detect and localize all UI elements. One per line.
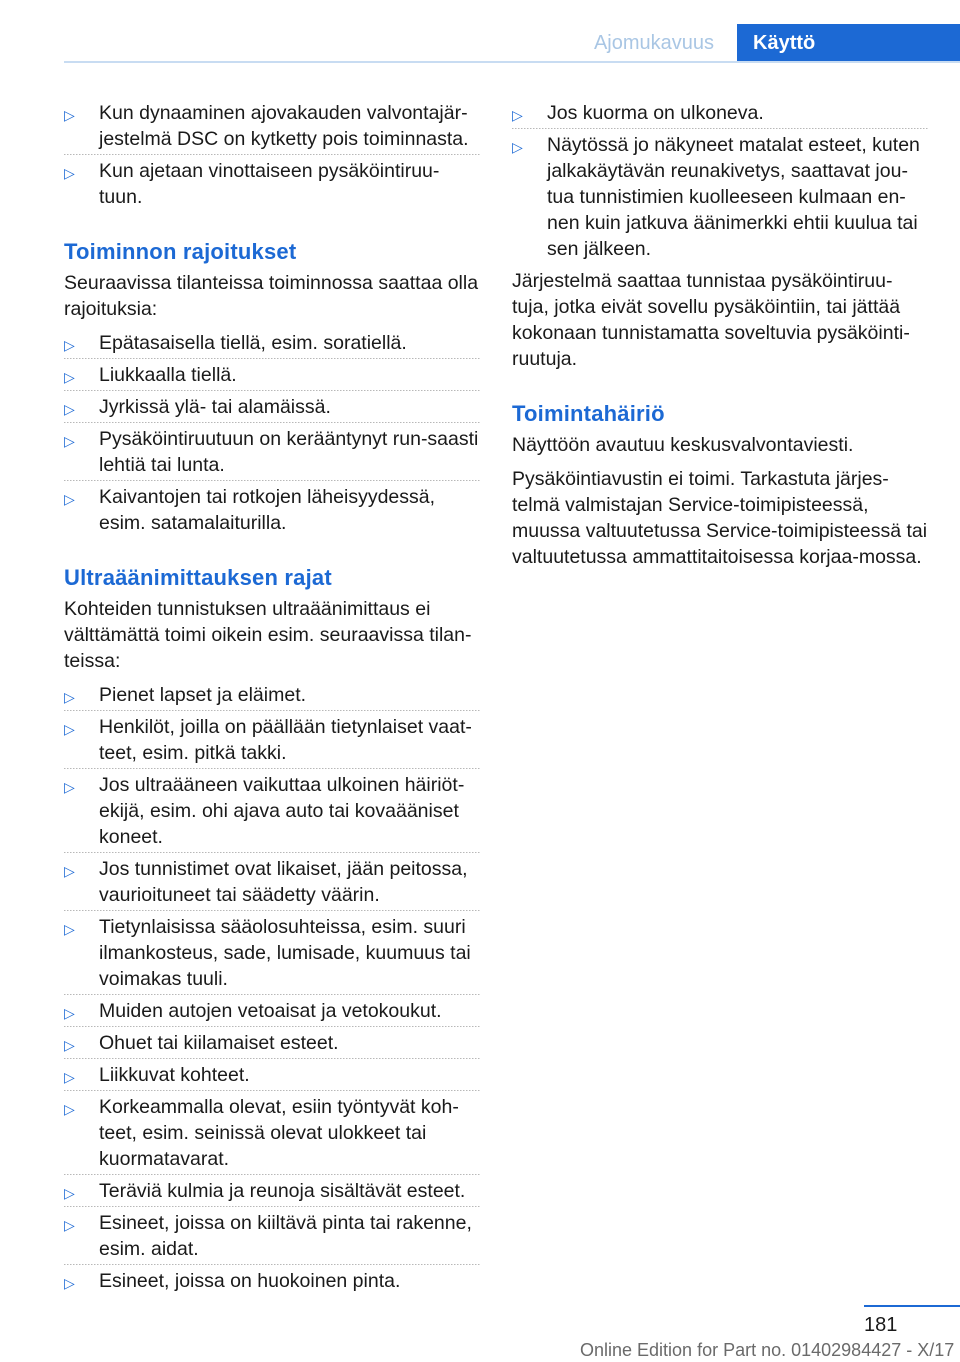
list-item: ▷ Jos ultraääneen vaikuttaa ulkoinen häiriöt-ekijä, esim. ohi ajava auto tai kovaääniset koneet. — [64, 772, 480, 850]
triangle-right-outline-icon: ▷ — [64, 491, 75, 507]
list-item: ▷ Pysäköintiruutuun on kerääntynyt run-saasti lehtiä tai lunta. — [64, 428, 479, 476]
triangle-right-outline-icon: ▷ — [64, 369, 75, 385]
list-item: ▷ Kun dynaaminen ajovakauden valvontajär-jestelmä DSC on kytketty pois toiminnasta. — [64, 102, 469, 150]
limits-intro: Seuraavissa tilanteissa toiminnossa saattaa olla rajoituksia: — [64, 272, 479, 320]
page-number: 181 — [864, 1314, 898, 1336]
triangle-right-outline-icon: ▷ — [64, 107, 75, 123]
limits-list — [64, 330, 480, 536]
header-chapter-label: Käyttö — [737, 24, 960, 62]
triangle-right-outline-icon: ▷ — [64, 1275, 75, 1291]
section-heading-limits: Toiminnon rajoitukset — [64, 239, 297, 264]
malfunction-para-1: Näyttöön avautuu keskusvalvontaviesti. — [512, 434, 854, 456]
list-item: ▷ Liukkaalla tiellä. — [64, 362, 480, 388]
ultrasound-intro: Kohteiden tunnistuksen ultraäänimittaus ei välttämättä toimi oikein esim. seuraavissa tilan-teissa: — [64, 598, 472, 672]
triangle-right-outline-icon: ▷ — [64, 689, 75, 705]
triangle-right-outline-icon: ▷ — [64, 921, 75, 937]
triangle-right-outline-icon: ▷ — [64, 165, 75, 181]
triangle-right-outline-icon: ▷ — [64, 1069, 75, 1085]
triangle-right-outline-icon: ▷ — [64, 1101, 75, 1117]
list-item: ▷ Pienet lapset ja eläimet. — [64, 682, 480, 708]
parking-space-note: Järjestelmä saattaa tunnistaa pysäköintiruu-tuja, jotka eivät sovellu pysäköintiin, tai jättää kokonaan tunnistamatta soveltuvia pysäköinti-ruutuja. — [512, 270, 910, 370]
page-number-rule — [864, 1305, 960, 1307]
triangle-right-outline-icon: ▷ — [64, 1037, 75, 1053]
list-item: ▷ Jos tunnistimet ovat likaiset, jään peitossa, vaurioituneet tai säädetty väärin. — [64, 856, 480, 908]
section-heading-ultrasound: Ultraäänimittauksen rajat — [64, 565, 332, 590]
list-item: ▷ Jyrkissä ylä- tai alamäissä. — [64, 394, 480, 420]
list-item: ▷ Teräviä kulmia ja reunoja sisältävät esteet. — [64, 1178, 480, 1204]
left-column — [64, 100, 480, 1300]
list-item: ▷ Henkilöt, joilla on päällään tietynlaiset vaat-teet, esim. pitkä takki. — [64, 714, 480, 766]
section-heading-malfunction: Toimintahäiriö — [512, 401, 665, 426]
right-top-list — [512, 100, 928, 262]
list-item: ▷ Kun ajetaan vinottaiseen pysäköintiruu-tuun. — [64, 158, 480, 210]
list-item: ▷ Esineet, joissa on huokoinen pinta. — [64, 1268, 480, 1294]
triangle-right-outline-icon: ▷ — [512, 107, 523, 123]
header-divider — [64, 61, 960, 63]
triangle-right-outline-icon: ▷ — [64, 401, 75, 417]
ultrasound-list — [64, 682, 480, 1294]
list-item: ▷ Muiden autojen vetoaisat ja vetokoukut. — [64, 998, 480, 1024]
triangle-right-outline-icon: ▷ — [64, 433, 75, 449]
triangle-right-outline-icon: ▷ — [64, 337, 75, 353]
right-column — [512, 100, 928, 578]
triangle-right-outline-icon: ▷ — [64, 1185, 75, 1201]
triangle-right-outline-icon: ▷ — [64, 721, 75, 737]
list-item: ▷ Korkeammalla olevat, esiin työntyvät koh-teet, esim. seinissä olevat ulokkeet tai kuormatavarat. — [64, 1094, 480, 1172]
triangle-right-outline-icon: ▷ — [64, 779, 75, 795]
list-item: ▷ Liikkuvat kohteet. — [64, 1062, 480, 1088]
malfunction-para-2: Pysäköintiavustin ei toimi. Tarkastuta järjes-telmä valmistajan Service-toimipisteessä, muussa valtuutetussa Service-toimipisteessä tai valtuutetussa ammattitaitoisessa korjaa-mossa. — [512, 468, 928, 568]
list-item: ▷ Epätasaisella tiellä, esim. soratiellä. — [64, 330, 480, 356]
list-item: ▷ Jos kuorma on ulkoneva. — [512, 100, 928, 126]
list-item: ▷ Kaivantojen tai rotkojen läheisyydessä, esim. satamalaiturilla. — [64, 484, 480, 536]
header-tabs — [0, 24, 960, 62]
triangle-right-outline-icon: ▷ — [64, 1005, 75, 1021]
list-item: ▷ Tietynlaisissa sääolosuhteissa, esim. suuri ilmankosteus, sade, lumisade, kuumuus tai voimakas tuuli. — [64, 914, 480, 992]
triangle-right-outline-icon: ▷ — [64, 1217, 75, 1233]
triangle-right-outline-icon: ▷ — [512, 139, 523, 155]
triangle-right-outline-icon: ▷ — [64, 863, 75, 879]
left-top-list — [64, 100, 480, 210]
list-item: ▷ Näytössä jo näkyneet matalat esteet, kuten jalkakäytävän reunakivetys, saattavat jou-tua tunnistimien kuolleeseen kulmaan en-nen kuin jatkuva äänimerkki ehtii kuulua tai sen jälkeen. — [512, 132, 928, 262]
list-item: ▷ Esineet, joissa on kiiltävä pinta tai rakenne, esim. aidat. — [64, 1210, 480, 1262]
list-item: ▷ Ohuet tai kiilamaiset esteet. — [64, 1030, 480, 1056]
header-section-label: Ajomukavuus — [593, 32, 715, 54]
edition-footer: Online Edition for Part no. 01402984427 - X/17 — [580, 1340, 955, 1360]
